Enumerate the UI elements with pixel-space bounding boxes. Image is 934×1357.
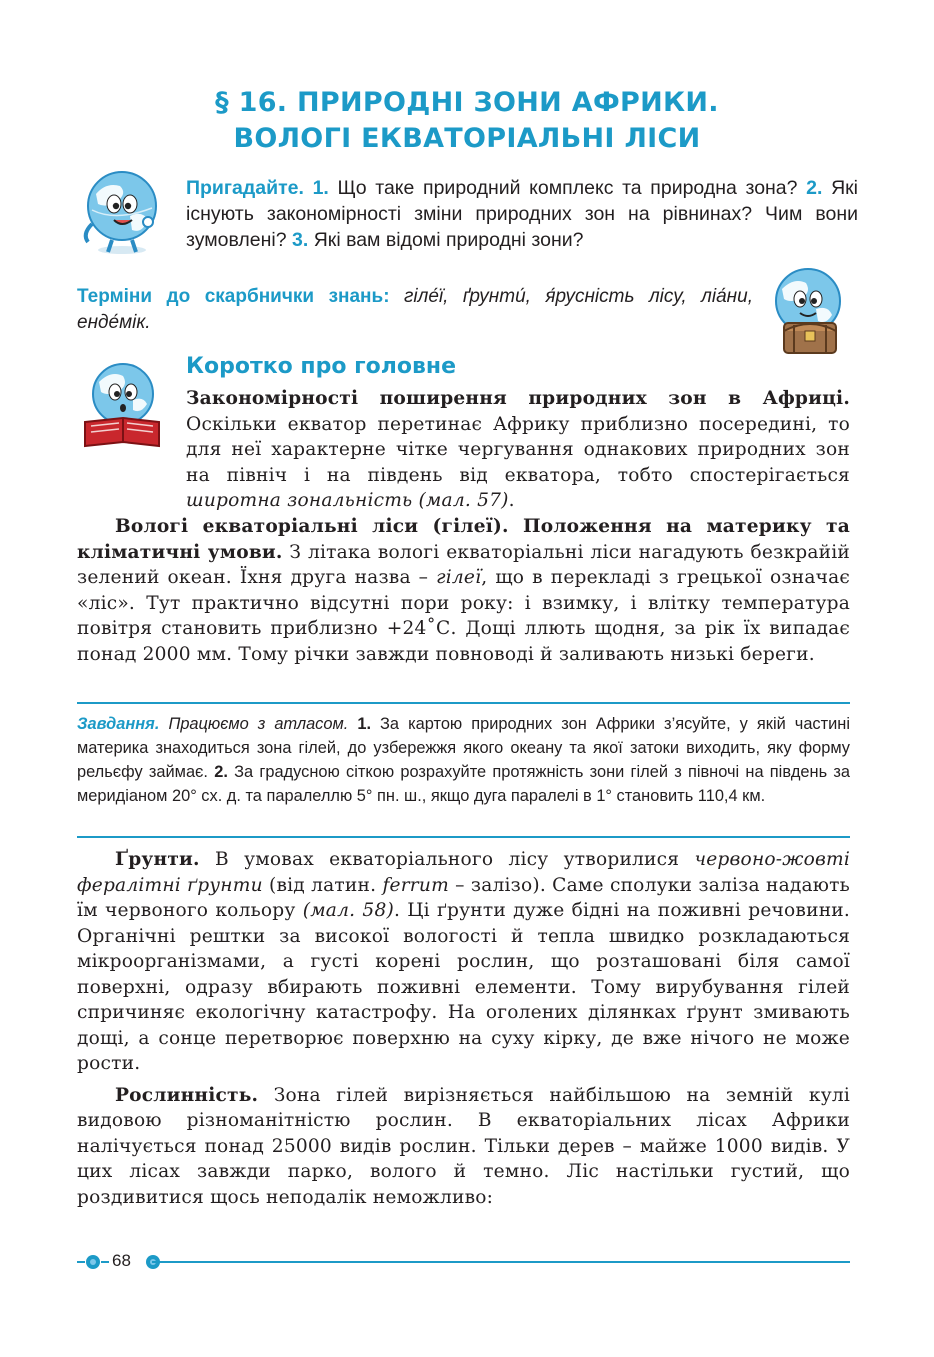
recall-number-1: 1.: [312, 177, 329, 199]
footer-ornament-left-icon: [77, 1251, 111, 1273]
paragraph-vegetation-text: Зона гілей вирізняється найбільшою на земній кулі видовою різноманітністю рослин. В екваторіальних лісах Африки налічується понад 25000 видів рослин. Тільки дерев – майже 1000 видів. У цих лісах завжди парко, волого й темно. Ліс настільки густий, що роздивитися щось неподалік неможливо:: [77, 1084, 850, 1208]
globe-mascot-treasure-chest-icon: [764, 265, 854, 357]
paragraph-rainforest-italic: гілеї: [436, 567, 482, 588]
recall-number-3: 3.: [292, 229, 309, 251]
task-top-divider: [77, 702, 850, 704]
paragraph-soils-latin: ferrum: [382, 874, 449, 896]
paragraph-zonality-italic: широтна зональність (мал. 57): [186, 490, 509, 511]
paragraph-zonality-heading: Закономірності поширення природних зон в Африці.: [186, 388, 850, 409]
terms-label: Терміни до скарбнички знань:: [77, 286, 390, 307]
recall-label: Пригадайте.: [186, 177, 304, 199]
paragraph-rainforest-text-2: , що в перекладі з грецької означає «ліс». Тут практично відсутні пори року: і взимку, і влітку температура повітря становить приблизно +24˚С. Дощі ллють щодня, за рік їх випадає понад 2000 мм. Тому річки завжди повноводі й заливають низькі береги.: [77, 567, 851, 665]
key-terms: [77, 284, 753, 336]
paragraph-soils-text-4: . Ці ґрунти дуже бідні на поживні речовини. Органічні рештки за високої вологості й тепла швидко розкладаються мікроорганізмами, а густі корені рослин, що розташовані біля самої поверхні, одразу вбирають поживні елементи. Тому вирубування гілей спричиняє екологічну катастрофу. На оголених ділянках ґрунт змивають дощі, а сонце перетворює поверхню на суху кірку, де вже нічого не може рости.: [77, 900, 850, 1074]
title-line-2: ВОЛОГІ ЕКВАТОРІАЛЬНІ ЛІСИ: [233, 123, 701, 154]
task-bottom-divider: [77, 836, 850, 838]
page-number: 68: [112, 1251, 131, 1270]
task-number-1: 1.: [357, 715, 371, 733]
page-title: [0, 85, 934, 157]
paragraph-soils-italic: червоно-жовті фералітні ґрунти: [77, 849, 850, 896]
summary-heading: Коротко про головне: [186, 354, 457, 379]
paragraph-soils-text-3: – залізо). Саме сполуки заліза надають їм червоного кольору: [77, 874, 850, 921]
paragraph-soils-ref: (мал. 58): [302, 900, 394, 921]
task-text-2: За градусною сіткою розрахуйте протяжність зони гілей з півночі на південь за меридіаном 20° сх. д. та паралеллю 5° пн. ш., якщо дуга паралелі в 1° становить 110,4 км.: [77, 763, 850, 805]
task-label: Завдання.: [77, 715, 160, 733]
footer-line: [152, 1261, 850, 1263]
task-text-1: За картою природних зон Африки з’ясуйте, у якій частині материка знаходиться зона гілей, до узбережжя якого океану та якої затоки виходить, яку форму рельєфу займає.: [77, 715, 850, 781]
paragraph-soils-heading: Ґрунти.: [115, 849, 200, 870]
paragraph-soils-text: В умовах екваторіального лісу утворилися: [199, 849, 695, 870]
recall-question-3: Які вам відомі природні зони?: [308, 229, 584, 251]
paragraph-rainforest-climate: [77, 514, 850, 667]
title-line-1: § 16. ПРИРОДНІ ЗОНИ АФРИКИ.: [215, 87, 719, 118]
paragraph-vegetation-heading: Рослинність.: [115, 1084, 259, 1106]
paragraph-rainforest-heading: Вологі екваторіальні ліси (гілеї). Положення на материку та кліматичні умови.: [77, 516, 850, 563]
main-text-block-1: [77, 386, 850, 514]
task-intro: Працюємо з атласом.: [159, 715, 358, 733]
globe-mascot-thinking-icon: [76, 164, 168, 256]
task-box: [77, 712, 850, 808]
task-number-2: 2.: [214, 763, 228, 781]
recall-questions: [186, 175, 858, 253]
recall-question-2: Які існують закономірності зміни природних зон на рівнинах? Чим вони зумовлені?: [186, 177, 859, 251]
main-text-block-3: [77, 847, 850, 1210]
paragraph-zonality-text: Оскільки екватор перетинає Африку приблизно посередині, то для неї характерне чітке чергування однакових природних зон на північ і на південь від екватора, тобто спостерігається: [186, 413, 850, 486]
paragraph-zonality: [77, 386, 850, 514]
recall-question-1: Що таке природний комплекс та природна зона?: [328, 177, 807, 199]
paragraph-soils-text-2: (від латин.: [262, 874, 383, 896]
main-text-block-2: [77, 514, 850, 667]
paragraph-rainforest-text: З літака вологі екваторіальні ліси нагадують безкрайій зелений океан. Їхня друга назва –: [77, 541, 850, 588]
paragraph-vegetation: [77, 1083, 850, 1211]
terms-list: гіле́ї, ґрунти́, я́русність лісу, лiа́ни, енде́мік.: [77, 286, 753, 333]
page-footer: [77, 1251, 850, 1273]
paragraph-soils: [77, 847, 850, 1077]
recall-number-2: 2.: [806, 177, 823, 199]
paragraph-zonality-end: .: [508, 490, 515, 511]
